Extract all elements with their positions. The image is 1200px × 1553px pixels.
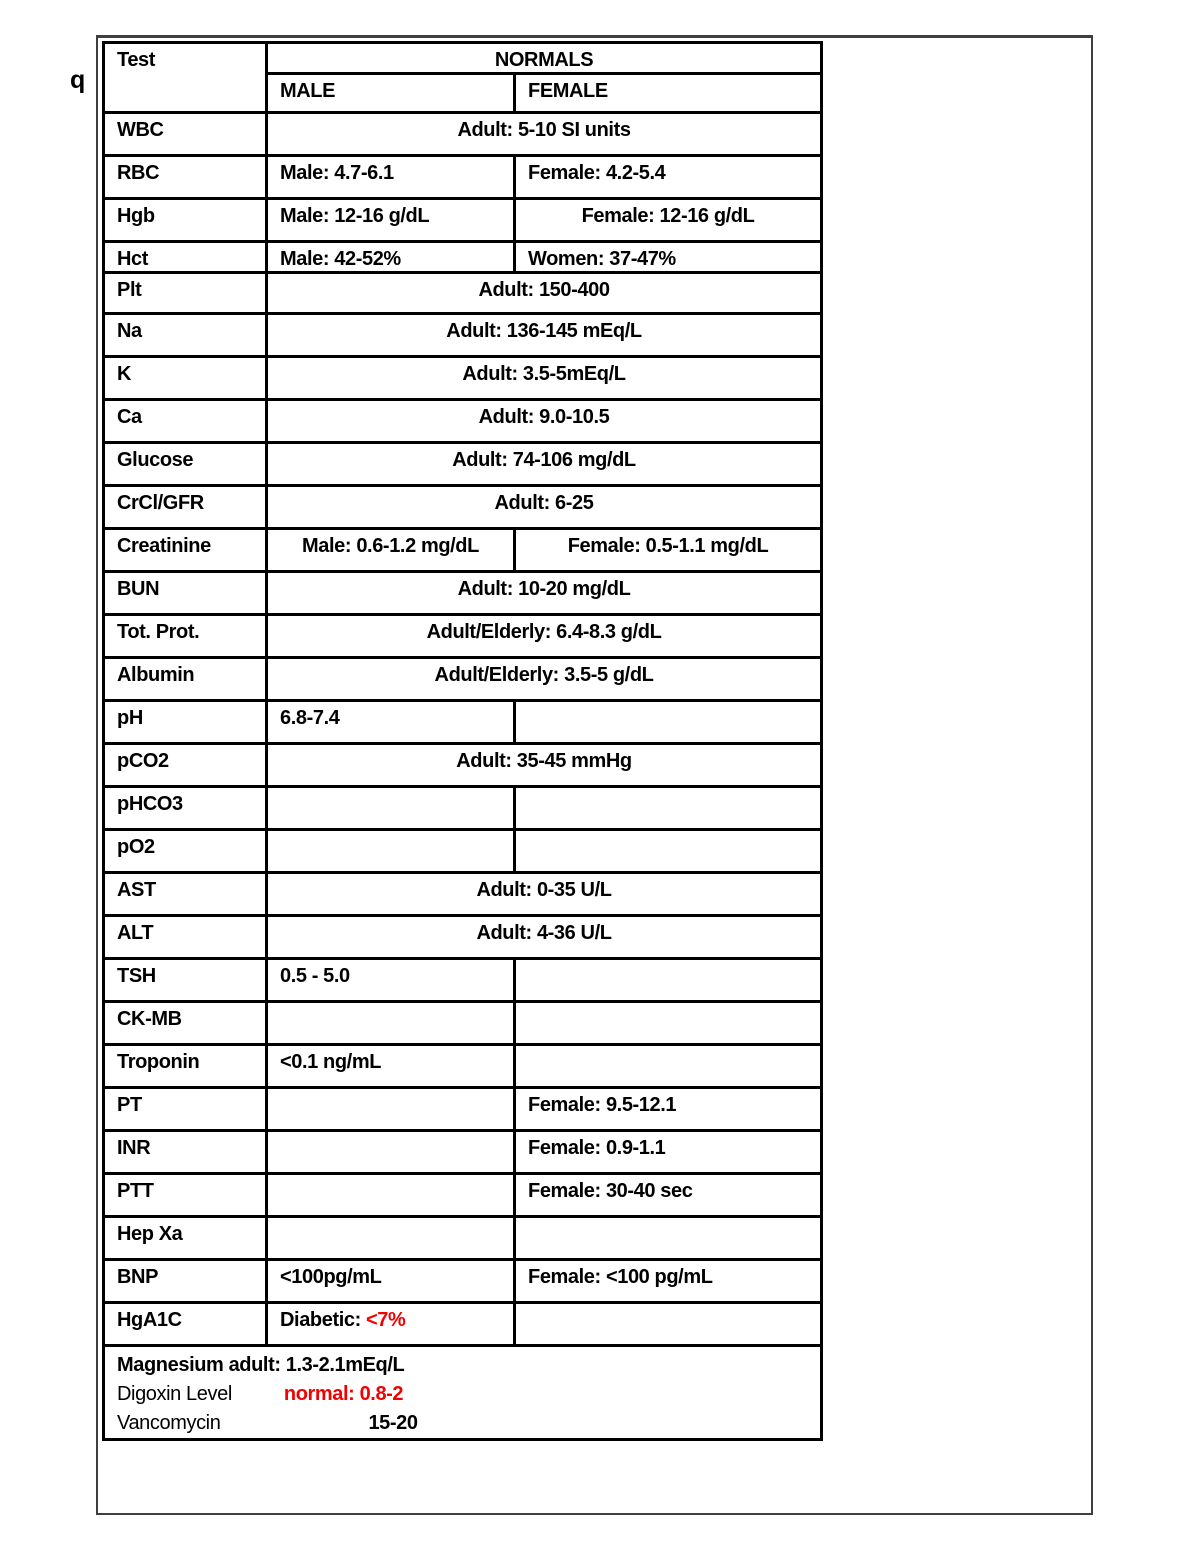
table-row	[104, 873, 822, 916]
table-row	[104, 273, 822, 314]
female-value-cell	[515, 1217, 822, 1260]
female-value-cell: Female: 12-16 g/dL	[515, 199, 822, 242]
male-value-cell: Male: 4.7-6.1	[267, 156, 515, 199]
female-value-cell: Women: 37-47%	[515, 242, 822, 273]
test-cell: CK-MB	[104, 1002, 267, 1045]
test-cell: BNP	[104, 1260, 267, 1303]
col-header-female: FEMALE	[515, 74, 822, 113]
table-row	[104, 787, 822, 830]
male-value-cell: Male: 42-52%	[267, 242, 515, 273]
table-row	[104, 572, 822, 615]
male-value-cell	[267, 1088, 515, 1131]
male-value-cell	[267, 830, 515, 873]
test-cell: pCO2	[104, 744, 267, 787]
male-value-cell: Male: 0.6-1.2 mg/dL	[267, 529, 515, 572]
highlighted-value: <7%	[366, 1309, 406, 1331]
table-row	[104, 443, 822, 486]
merged-value-cell: Adult: 10-20 mg/dL	[267, 572, 822, 615]
test-cell: HgA1C	[104, 1303, 267, 1346]
test-cell: Plt	[104, 273, 267, 314]
test-cell: Ca	[104, 400, 267, 443]
stray-character: q	[70, 66, 86, 94]
table-row	[104, 242, 822, 273]
highlighted-value: normal: 0.8-2	[283, 1383, 404, 1405]
test-cell: WBC	[104, 113, 267, 156]
footer-text: Magnesium adult: 1.3-2.1mEq/L	[117, 1354, 405, 1376]
test-cell: BUN	[104, 572, 267, 615]
table-row	[104, 1260, 822, 1303]
male-value-cell: 0.5 - 5.0	[267, 959, 515, 1002]
footer-line	[117, 1351, 808, 1380]
female-value-cell: Female: 30-40 sec	[515, 1174, 822, 1217]
male-value-cell	[267, 1131, 515, 1174]
table-row	[104, 199, 822, 242]
female-value-cell: Female: 4.2-5.4	[515, 156, 822, 199]
test-cell: pH	[104, 701, 267, 744]
male-value-cell	[267, 1217, 515, 1260]
footer-text: 15-20	[368, 1412, 418, 1434]
table-row	[104, 615, 822, 658]
footer-notes-cell	[104, 1346, 822, 1440]
test-cell: Glucose	[104, 443, 267, 486]
table-row	[104, 529, 822, 572]
male-value-cell	[267, 1002, 515, 1045]
merged-value-cell: Adult: 150-400	[267, 273, 822, 314]
test-cell: K	[104, 357, 267, 400]
female-value-cell	[515, 787, 822, 830]
footer-text: Digoxin Level	[117, 1383, 232, 1405]
male-value-cell	[267, 1174, 515, 1217]
table-row	[104, 1002, 822, 1045]
female-value-cell	[515, 1045, 822, 1088]
col-header-test: Test	[104, 43, 267, 113]
test-cell: Hgb	[104, 199, 267, 242]
merged-value-cell: Adult/Elderly: 6.4-8.3 g/dL	[267, 615, 822, 658]
test-cell: Creatinine	[104, 529, 267, 572]
test-cell: pHCO3	[104, 787, 267, 830]
male-value-cell	[267, 1303, 515, 1346]
footer-line	[117, 1380, 808, 1409]
test-cell: PT	[104, 1088, 267, 1131]
merged-value-cell: Adult: 6-25	[267, 486, 822, 529]
footer-line	[117, 1409, 808, 1438]
table-row	[104, 916, 822, 959]
table-row	[104, 314, 822, 357]
value-text: Diabetic:	[280, 1309, 367, 1331]
table-row	[104, 658, 822, 701]
female-value-cell	[515, 830, 822, 873]
table-row	[104, 113, 822, 156]
female-value-cell: Female: <100 pg/mL	[515, 1260, 822, 1303]
merged-value-cell: Adult: 0-35 U/L	[267, 873, 822, 916]
table-row	[104, 1131, 822, 1174]
female-value-cell: Female: 0.9-1.1	[515, 1131, 822, 1174]
male-value-cell: Male: 12-16 g/dL	[267, 199, 515, 242]
female-value-cell: Female: 0.5-1.1 mg/dL	[515, 529, 822, 572]
merged-value-cell: Adult: 136-145 mEq/L	[267, 314, 822, 357]
table-row	[104, 156, 822, 199]
merged-value-cell: Adult: 3.5-5mEq/L	[267, 357, 822, 400]
header-row-normals	[104, 43, 822, 74]
male-value-cell	[267, 787, 515, 830]
table-row	[104, 1217, 822, 1260]
table-row	[104, 1045, 822, 1088]
test-cell: Hep Xa	[104, 1217, 267, 1260]
male-value-cell: <100pg/mL	[267, 1260, 515, 1303]
merged-value-cell: Adult: 9.0-10.5	[267, 400, 822, 443]
test-cell: PTT	[104, 1174, 267, 1217]
test-cell: RBC	[104, 156, 267, 199]
test-cell: Tot. Prot.	[104, 615, 267, 658]
female-value-cell	[515, 701, 822, 744]
table-row	[104, 744, 822, 787]
test-cell: Troponin	[104, 1045, 267, 1088]
male-value-cell: <0.1 ng/mL	[267, 1045, 515, 1088]
col-header-male: MALE	[267, 74, 515, 113]
test-cell: Na	[104, 314, 267, 357]
merged-value-cell: Adult: 35-45 mmHg	[267, 744, 822, 787]
test-cell: Albumin	[104, 658, 267, 701]
male-value-cell: 6.8-7.4	[267, 701, 515, 744]
table-row	[104, 701, 822, 744]
test-cell: INR	[104, 1131, 267, 1174]
test-cell: ALT	[104, 916, 267, 959]
test-cell: pO2	[104, 830, 267, 873]
lab-normals-table	[102, 41, 823, 1441]
merged-value-cell: Adult/Elderly: 3.5-5 g/dL	[267, 658, 822, 701]
test-cell: CrCl/GFR	[104, 486, 267, 529]
footer-notes-row	[104, 1346, 822, 1440]
table-row	[104, 486, 822, 529]
test-cell: Hct	[104, 242, 267, 273]
footer-text: Vancomycin	[117, 1412, 221, 1434]
table-row	[104, 1303, 822, 1346]
table-row	[104, 400, 822, 443]
female-value-cell	[515, 959, 822, 1002]
table-row	[104, 357, 822, 400]
merged-value-cell: Adult: 5-10 SI units	[267, 113, 822, 156]
female-value-cell	[515, 1303, 822, 1346]
test-cell: AST	[104, 873, 267, 916]
test-cell: TSH	[104, 959, 267, 1002]
table-row	[104, 959, 822, 1002]
female-value-cell	[515, 1002, 822, 1045]
col-header-normals: NORMALS	[267, 43, 822, 74]
table-row	[104, 1174, 822, 1217]
female-value-cell: Female: 9.5-12.1	[515, 1088, 822, 1131]
table-row	[104, 1088, 822, 1131]
merged-value-cell: Adult: 74-106 mg/dL	[267, 443, 822, 486]
table-row	[104, 830, 822, 873]
merged-value-cell: Adult: 4-36 U/L	[267, 916, 822, 959]
